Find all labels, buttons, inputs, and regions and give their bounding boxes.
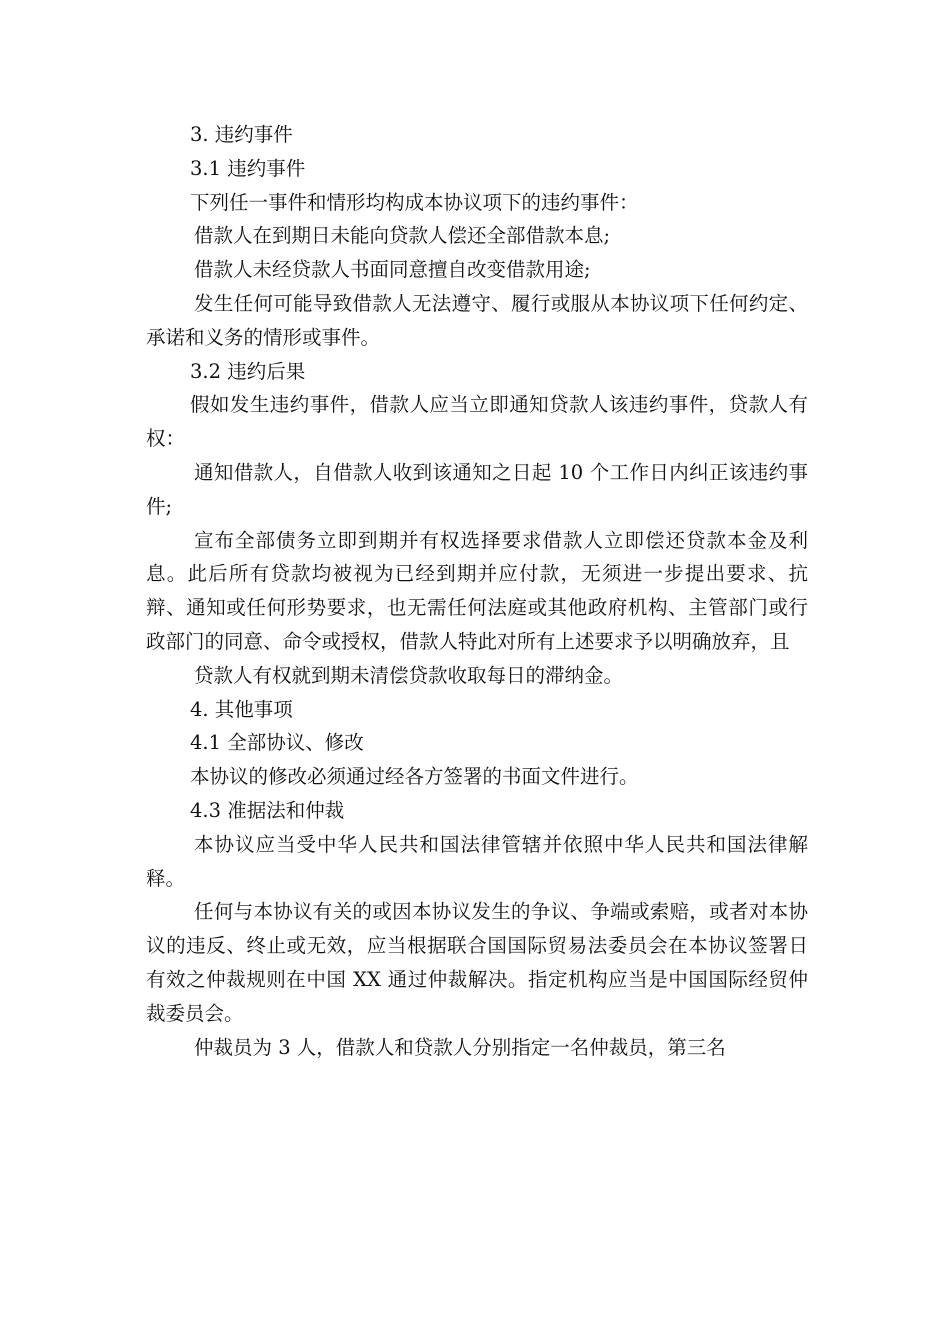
paragraph-default-event-a: 借款人在到期日未能向贷款人偿还全部借款本息; — [194, 224, 611, 248]
document-body — [146, 118, 808, 1064]
paragraph-default-event-b: 借款人未经贷款人书面同意擅自改变借款用途; — [194, 258, 591, 282]
paragraph-amendment: 本协议的修改必须通过经各方签署的书面文件进行。 — [190, 765, 639, 789]
paragraph-default-events-intro: 下列任一事件和情形均构成本协议项下的违约事件： — [190, 190, 639, 214]
paragraph-arbitration: 任何与本协议有关的或因本协议发生的争议、争端或索赔，或者对本协议的违反、终止或无效，应当根据联合国国际贸易法委员会在本协议签署日有效之仲裁规则在中国 XX 通过仲裁解决。指定机构应当是中国国际经贸仲裁委员会。 — [146, 900, 808, 1025]
section-heading-4: 4. 其他事项 — [190, 697, 293, 721]
subsection-heading-4-1: 4.1 全部协议、修改 — [190, 731, 364, 755]
section-heading-3: 3. 违约事件 — [190, 123, 293, 146]
paragraph-default-event-c: 发生任何可能导致借款人无法遵守、履行或服从本协议项下任何约定、承诺和义务的情形或事件。 — [146, 291, 808, 349]
paragraph-notice-borrower: 通知借款人，自借款人收到该通知之日起 10 个工作日内纠正该违约事件; — [146, 460, 808, 518]
subsection-heading-4-3: 4.3 准据法和仲裁 — [190, 798, 345, 822]
subsection-heading-3-1: 3.1 违约事件 — [190, 156, 306, 180]
paragraph-default-consequences: 假如发生违约事件，借款人应当立即通知贷款人该违约事件，贷款人有权： — [146, 393, 808, 451]
paragraph-late-fee: 贷款人有权就到期未清偿贷款收取每日的滞纳金。 — [194, 663, 624, 687]
paragraph-governing-law: 本协议应当受中华人民共和国法律管辖并依照中华人民共和国法律解释。 — [146, 832, 808, 890]
subsection-heading-3-2: 3.2 违约后果 — [190, 359, 306, 383]
paragraph-declare-due: 宣布全部债务立即到期并有权选择要求借款人立即偿还贷款本金及利息。此后所有贷款均被视为已经到期并应付款，无须进一步提出要求、抗辩、通知或任何形势要求，也无需任何法庭或其他政府机构、主管部门或行政部门的同意、命令或授权，借款人特此对所有上述要求予以明确放弃，且 — [146, 528, 808, 653]
paragraph-arbitrators: 仲裁员为 3 人，借款人和贷款人分别指定一名仲裁员，第三名 — [194, 1035, 726, 1059]
